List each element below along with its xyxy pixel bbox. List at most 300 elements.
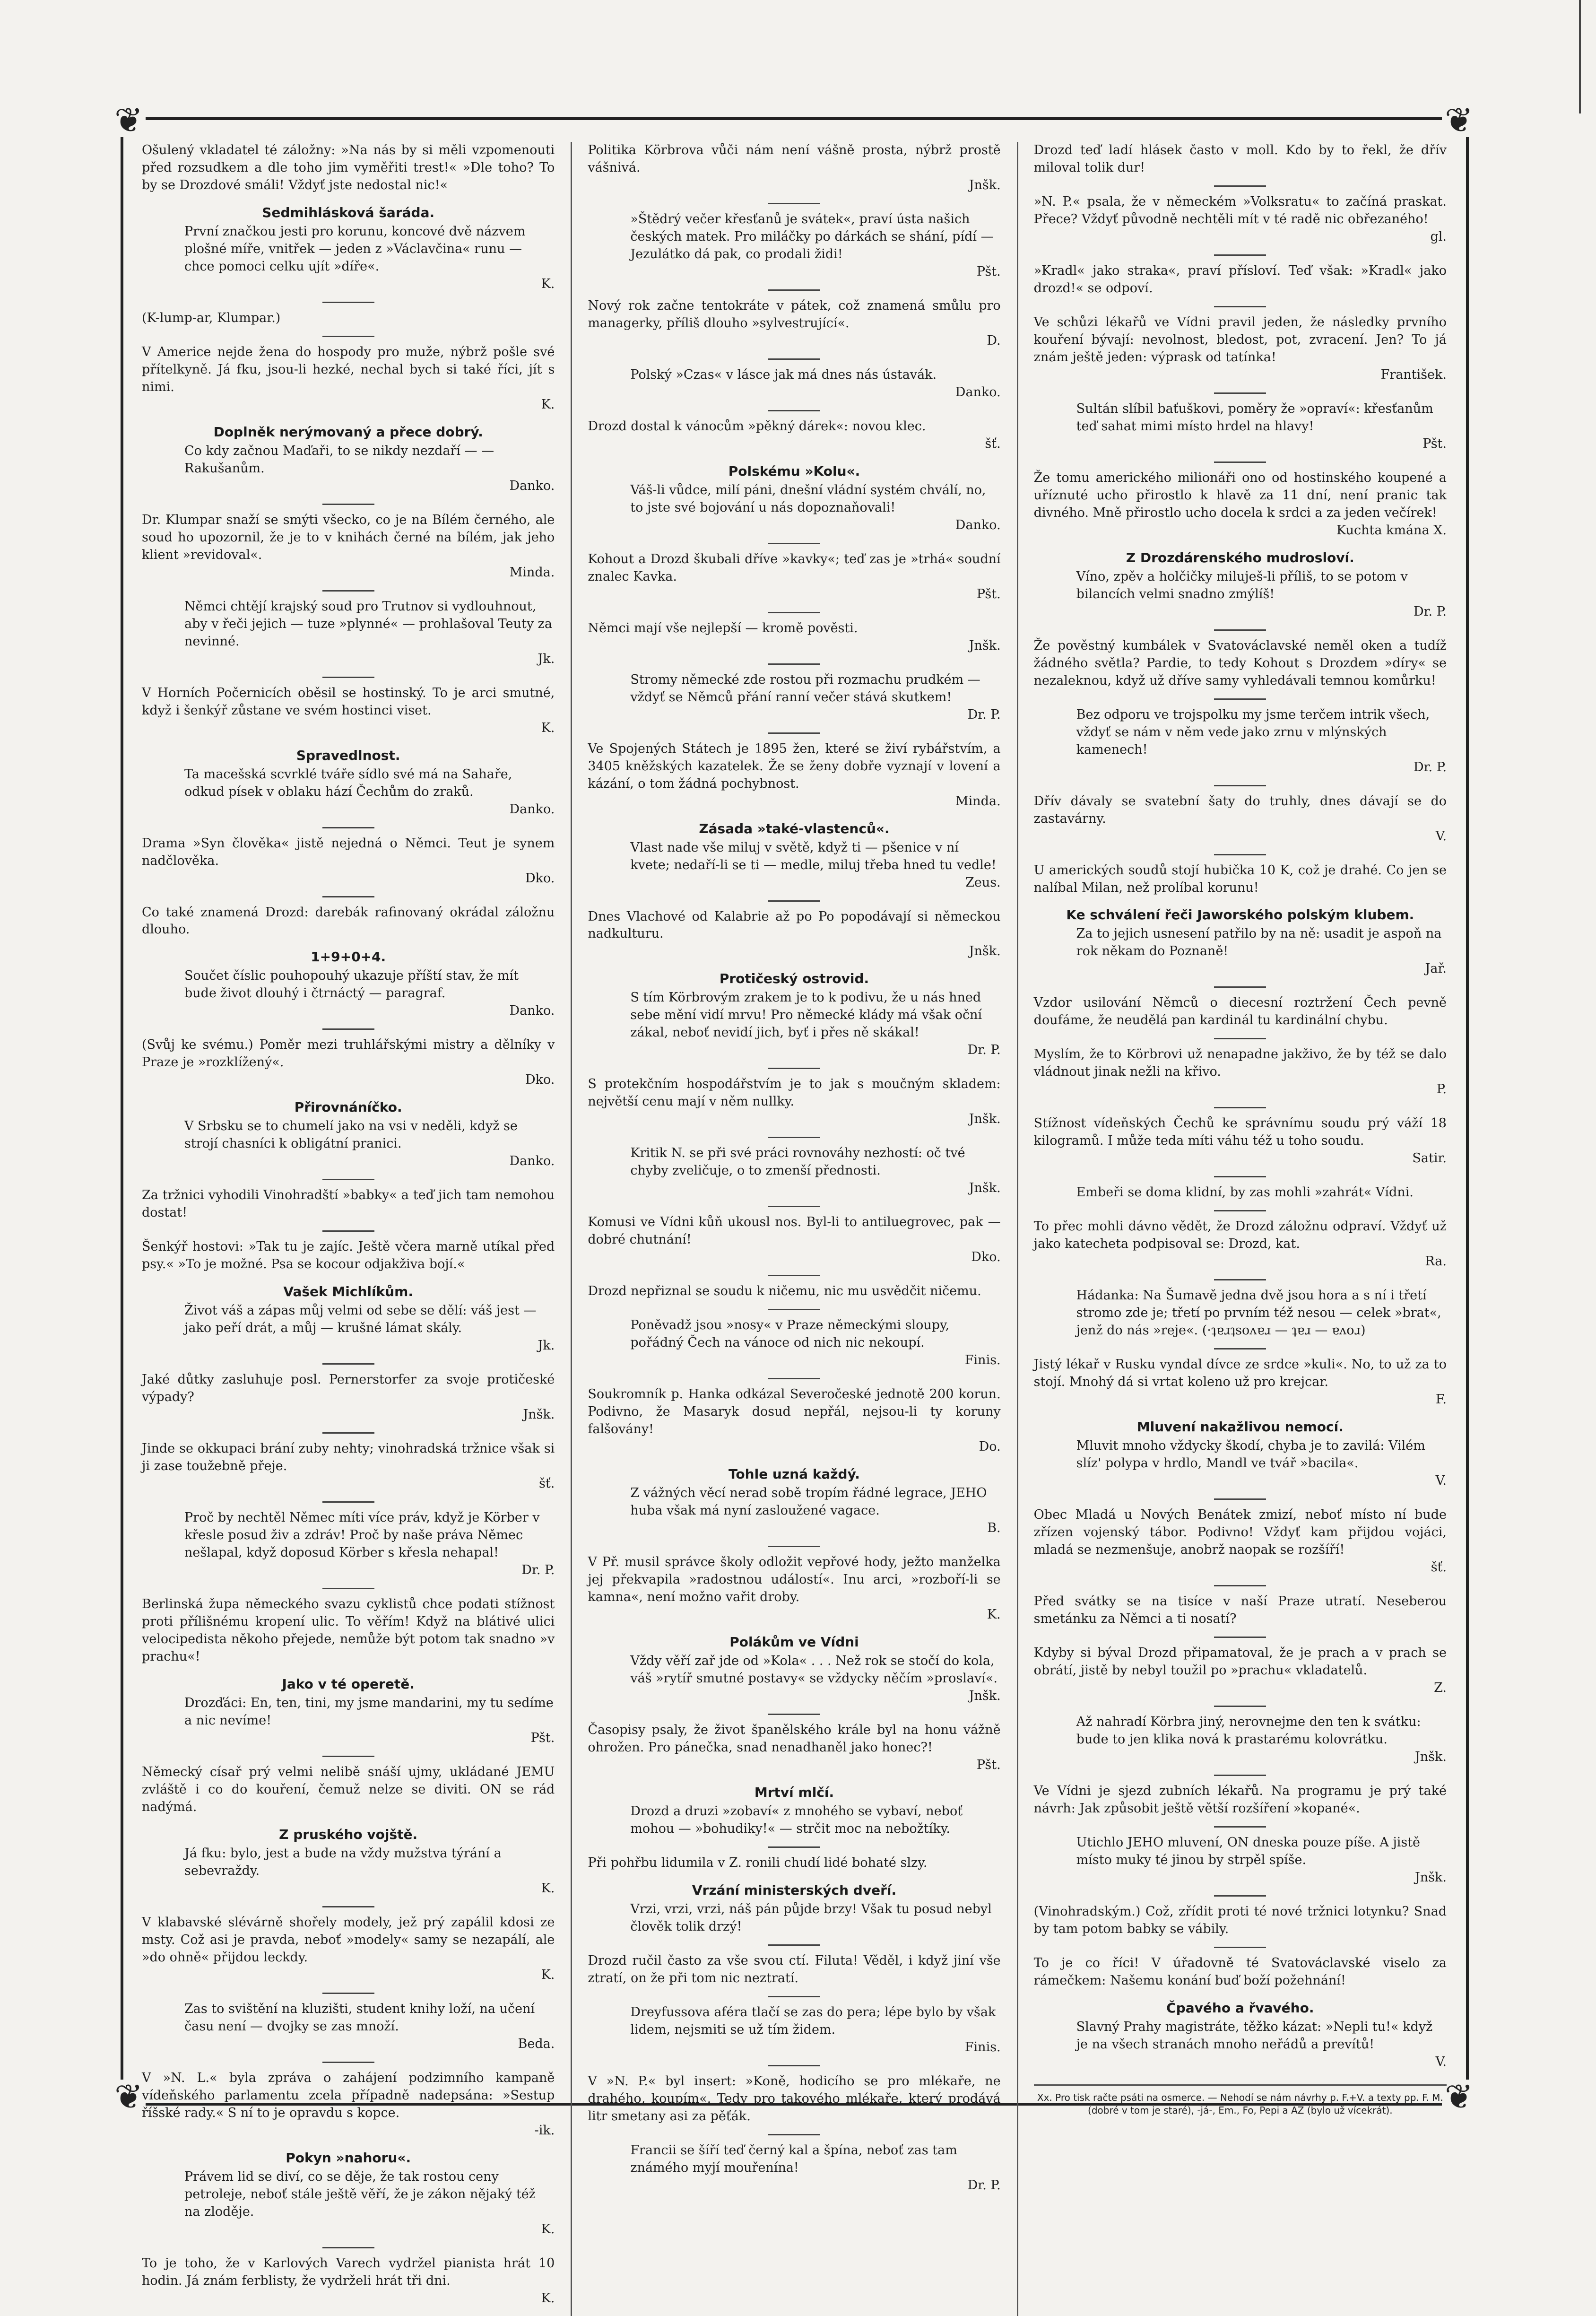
verse-item — [588, 1901, 1000, 1936]
item-separator — [768, 1275, 820, 1276]
author-signature: Pšt. — [1423, 436, 1447, 451]
item-separator — [322, 1179, 374, 1180]
item-body: Dnes Vlachové od Kalabrie až po Po popodávají si německou nadkulturu. — [588, 909, 1001, 941]
verse-item — [142, 2001, 555, 2053]
item-separator — [768, 1714, 820, 1715]
corner-ornament-icon: ❦ — [1442, 103, 1476, 137]
author-signature: Jnšk. — [969, 1181, 1001, 1196]
item-body: Vždy věří zař jde od »Kola« . . . Než rok se stočí do kola, váš »rytíř smutné postavy« se vždycky něčím »proslaví«. — [630, 1654, 998, 1686]
author-signature: Pšt. — [976, 586, 1001, 601]
item-separator — [1214, 1706, 1266, 1707]
author-signature: Dr. P. — [1413, 759, 1447, 775]
verse-item — [588, 1145, 1000, 1197]
joke-item — [142, 1764, 555, 1816]
verse-item — [588, 366, 1000, 401]
column-right — [1034, 142, 1447, 2316]
item-separator — [768, 1068, 820, 1069]
item-body: V Př. musil správce školy odložit vepřové hody, ježto manželka jej překvapila »radostnou událostí«. Inu arci, »rozboří-li se kamna«, není možno vařit droby. — [588, 1555, 1001, 1605]
column-left — [142, 142, 555, 2316]
item-body: Z vážných věcí nerad sobě tropím řádné legrace, JEHO huba však má nyní zasloužené vagace. — [630, 1486, 987, 1518]
item-separator — [1214, 1176, 1266, 1177]
item-separator — [1214, 1498, 1266, 1500]
item-body: Kdyby si býval Drozd připamatoval, že je prach a v prach se obrátí, jistě by nebyl toužil po »prachu« vkladatelů. — [1033, 1646, 1447, 1678]
joke-item — [142, 2255, 555, 2307]
section-heading: Doplněk nerýmovaný a přece dobrý. — [213, 424, 483, 440]
item-body: Berlinská župa německého svazu cyklistů chce podati stížnost proti přílišnému kropení ulic. To věřím! Když na blátivé ulici velocipedista někoho přejede, nemůže být potom tak snadno »v prachu«! — [142, 1597, 555, 1664]
joke-item — [142, 1440, 555, 1493]
item-separator — [768, 358, 820, 360]
corner-ornament-icon: ❦ — [112, 103, 146, 137]
verse-item — [588, 1485, 1000, 1537]
item-body: Dřív dávaly se svatební šaty do truhly, dnes dávají se do zastavárny. — [1033, 793, 1447, 826]
item-separator — [322, 677, 374, 678]
item-separator — [768, 289, 820, 291]
verse-item — [142, 443, 555, 495]
item-body: Časopisy psaly, že život španělského krále byl na honu vážně ohrožen. Pro pánečka, snad nenadhaněl jako honec?! — [588, 1722, 1001, 1755]
item-body: S tím Körbrovým zrakem je to k podivu, že u nás hned sebe mění vidí mrvu! Pro německé klády má však oční zákal, neboť nevidí jich, byť i přes ně skákal! — [630, 990, 982, 1040]
item-body: Utichlo JEHO mluvení, ON dneska pouze píše. A jistě místo muky té jinou by strpěl spíše. — [1076, 1835, 1421, 1867]
item-separator — [1214, 1585, 1266, 1586]
author-signature: Dr. P. — [521, 1563, 555, 1578]
item-body: Politika Körbrova vůči nám není vášně prosta, nýbrž prostě vášnivá. — [588, 143, 1001, 175]
verse-item — [142, 1302, 555, 1355]
author-signature: Finis. — [964, 1353, 1001, 1368]
item-separator — [1214, 854, 1266, 855]
item-body: Myslím, že to Körbrovi už nenapadne jakživo, že by též se dalo vládnout jinak nežli na křivo. — [1033, 1047, 1447, 1080]
author-signature: Dr. P. — [967, 1043, 1001, 1058]
item-body: Ve Vídni je sjezd zubních lékařů. Na programu je prý také návrh: Jak způsobit ještě větší rozšíření »kopané«. — [1033, 1783, 1447, 1816]
item-body: Němci mají vše nejlepší — kromě pověsti. — [588, 620, 858, 636]
item-body: Ošulený vkladatel té záložny: »Na nás by si měli vzpomenouti před rozsudkem a dle toho jim vyměřiti trest!« »Dle toho? To by se Drozdové smáli! Vždyť jste nedostal nic!« — [142, 143, 555, 192]
item-body: Za tržnici vyhodili Vinohradští »babky« a teď jich tam nemohou dostat! — [142, 1188, 555, 1220]
item-separator — [322, 1230, 374, 1232]
item-body: »Štědrý večer křesťanů je svátek«, praví ústa našich českých matek. Pro miláčky po dárkách se shání, pídí — Jezulátko dá pak, co prodali židi! — [630, 211, 994, 261]
author-signature: Jnšk. — [969, 1112, 1001, 1127]
corner-ornament-icon: ❦ — [1442, 2080, 1476, 2114]
verse-item — [588, 989, 1000, 1059]
section-heading: Z pruského vojště. — [279, 1826, 418, 1842]
section-heading: Spravedlnost. — [296, 747, 400, 763]
joke-item — [588, 1554, 1000, 1624]
joke-item — [1034, 470, 1447, 540]
item-body: V Americe nejde žena do hospody pro muže, nýbrž pošle své přítelkyně. Já fku, jsou-li hezké, nechal bych si také říci, jít s nimi. — [142, 344, 555, 394]
verse-item — [142, 598, 555, 668]
author-signature: -ik. — [534, 2123, 555, 2138]
item-separator — [1214, 1947, 1266, 1948]
author-signature: gl. — [1430, 229, 1447, 244]
verse-item — [1034, 401, 1447, 453]
joke-item — [142, 1238, 555, 1273]
item-body: (Vinohradským.) Což, zřídit proti té nové tržnici lotynku? Snad by tam potom babky se vábily. — [1033, 1904, 1447, 1936]
verse-item — [1034, 1437, 1447, 1490]
joke-item — [1034, 193, 1447, 246]
author-signature: F. — [1435, 1392, 1447, 1407]
item-body: Co kdy začnou Maďaři, to se nikdy nezdaří — — Rakušanům. — [184, 443, 494, 476]
author-signature: Danko. — [509, 1154, 555, 1169]
joke-item — [1034, 1593, 1447, 1628]
author-signature: K. — [541, 720, 555, 735]
joke-item — [1034, 994, 1447, 1029]
verse-item — [588, 482, 1000, 534]
joke-item — [1034, 142, 1447, 177]
author-signature: Dr. P. — [967, 707, 1001, 722]
item-separator — [768, 732, 820, 734]
section-heading: Polákům ve Vídni — [729, 1634, 859, 1650]
item-body: Kohout a Drozd škubali dříve »kavky«; teď zas je »trhá« soudní znalec Kavka. — [588, 551, 1001, 584]
column-middle — [588, 142, 1000, 2316]
verse-item — [1034, 1287, 1447, 1340]
joke-item — [588, 1855, 1000, 1872]
item-body: Víno, zpěv a holčičky miluješ-li příliš, to se potom v bilancích velmi snadno zmýlíš! — [1076, 569, 1408, 601]
item-body: V Horních Počernicích oběsil se hostinský. To je arci smutné, když i šenkýř zůstane ve svém hostinci viset. — [142, 685, 555, 718]
item-separator — [322, 1993, 374, 1994]
joke-item — [1034, 1356, 1447, 1409]
joke-item — [142, 835, 555, 888]
item-separator — [1214, 1279, 1266, 1280]
verse-item — [142, 967, 555, 1020]
joke-item — [142, 310, 555, 327]
author-signature: Jnšk. — [969, 944, 1001, 959]
item-body: Život váš a zápas můj velmi od sebe se dělí: váš jest — jako peří drát, a můj — krušné lámat skály. — [184, 1303, 537, 1336]
author-signature: šť. — [539, 1476, 555, 1491]
verse-item — [1034, 925, 1447, 978]
item-separator — [322, 1028, 374, 1030]
verse-item — [588, 839, 1000, 892]
joke-item — [588, 1386, 1000, 1456]
author-signature: Dr. P. — [1413, 604, 1447, 619]
item-body: Němci chtějí krajský soud pro Trutnov si vydlouhnout, aby v řeči jejich — tuze »plynné« — prohlašoval Teuty za nevinné. — [184, 599, 553, 649]
item-separator — [322, 1588, 374, 1589]
item-separator — [1214, 1637, 1266, 1638]
joke-item — [1034, 1218, 1447, 1271]
item-body: Že pověstný kumbálek v Svatováclavské neměl oken a tudíž žádného světla? Pardie, to tedy Kohout s Drozdem »díry« se nezaleknou, když už dříve samy vyhledávali temnou komůrku! — [1033, 638, 1447, 688]
item-separator — [1214, 1210, 1266, 1211]
item-body: Vrzi, vrzi, vrzi, náš pán půjde brzy! Však tu posud nebyl člověk tolik drzý! — [630, 1901, 992, 1934]
item-separator — [322, 1432, 374, 1434]
joke-item — [142, 1036, 555, 1089]
item-body: V »N. L.« byla zpráva o zahájení podzimního kampaně vídeňského parlamentu zcela případně nadepsána: »Sestup říšské rady.« S ní to je opravdu s kopce. — [142, 2070, 555, 2120]
item-body: Ve schůzi lékařů ve Vídni pravil jeden, že následky prvního kouření bývají: nevolnost, bledost, pot, zvracení. Jen? To já znám ještě jeden: výprask od tatínka! — [1033, 314, 1447, 365]
item-body: Obec Mladá u Nových Benátek zmizí, neboť místo ní bude zřízen vojenský tábor. Podivno! Vždyť kam přijdou vojáci, mladá se nezmenšuje, anobrž naopak se rozšíří! — [1033, 1507, 1447, 1558]
item-body: Při pohřbu lidumila v Z. ronili chudí lidé bohaté slzy. — [588, 1855, 928, 1870]
author-signature: V. — [1435, 828, 1447, 844]
author-signature: Jař. — [1425, 961, 1447, 976]
joke-item — [588, 1952, 1000, 1987]
item-body: Za to jejich usnesení patřilo by na ně: usadit je aspoň na rok někam do Poznaně! — [1076, 926, 1442, 959]
joke-item — [1034, 1955, 1447, 1990]
scan-edge-mark — [1579, 0, 1581, 113]
joke-item — [142, 904, 555, 939]
joke-item — [142, 1914, 555, 1984]
joke-item — [588, 1722, 1000, 1774]
item-body: Proč by nechtěl Němec míti více práv, když je Körber v křesle posud živ a zdráv! Proč by naše práva Němec nešlapal, když doposud Körber s křesla nehapal! — [184, 1510, 540, 1560]
item-body: Ta macešská scvrklé tváře sídlo své má na Sahaře, odkud písek v oblaku hází Čechům do zraků. — [184, 766, 512, 799]
item-separator — [768, 1996, 820, 1997]
item-body: Jinde se okkupaci brání zuby nehty; vinohradská tržnice však si ji zase toužebně přeje. — [142, 1441, 555, 1474]
item-separator — [1214, 785, 1266, 786]
joke-item — [588, 142, 1000, 194]
item-body: Drozd nepřiznal se soudu k ničemu, nic mu usvědčit ničemu. — [588, 1284, 981, 1299]
joke-item — [1034, 314, 1447, 384]
item-body: S protekčním hospodářstvím je to jak s moučným skladem: největší cenu mají v něm nullky. — [588, 1077, 1001, 1109]
section-heading: Protičeský ostrovid. — [719, 971, 869, 987]
author-signature: Ra. — [1425, 1254, 1447, 1269]
item-separator — [322, 2247, 374, 2248]
joke-item — [142, 685, 555, 737]
item-separator — [322, 1756, 374, 1757]
joke-item — [588, 1283, 1000, 1300]
item-body: Drozd a druzi »zobaví« z mnohého se vybaví, neboť mohou — »bohudiky!« — strčit moc na nebožtíky. — [630, 1803, 963, 1836]
item-separator — [1214, 986, 1266, 988]
item-body: Stížnost vídeňských Čechů ke správnímu soudu prý váží 18 kilogramů. I může teda míti váhu též u toho soudu. — [1033, 1116, 1447, 1149]
item-separator — [1214, 1775, 1266, 1776]
item-body: V »N. P.« byl insert: »Koně, hodicího se pro mlékaře, ne drahého, koupím«. Tedy pro takového mlékaře, který prodává litr smetany asi za pěťák. — [588, 2073, 1001, 2124]
joke-item — [1034, 1046, 1447, 1098]
verse-item — [142, 2168, 555, 2238]
author-signature: Jk. — [538, 1338, 555, 1353]
item-body: Zas to svištění na kluzišti, student knihy loží, na učení času není — dvojky se zas množí. — [184, 2001, 535, 2034]
item-separator — [768, 663, 820, 665]
author-signature: K. — [541, 2290, 555, 2306]
author-signature: Jnšk. — [969, 177, 1001, 192]
section-heading: 1+9+0+4. — [311, 949, 386, 965]
author-signature: Kuchta kmána X. — [1336, 522, 1447, 538]
verse-item — [588, 1803, 1000, 1838]
verse-item — [588, 211, 1000, 281]
verse-item — [1034, 1714, 1447, 1766]
author-signature: Beda. — [518, 2036, 555, 2051]
verse-item — [588, 2142, 1000, 2194]
item-body: První značkou jesti pro korunu, koncové dvě názvem plošné míře, vnitřek — jeden z »Václavčina« runu — chce pomoci celku ujít »díře«. — [184, 224, 526, 274]
item-body: Polský »Czas« v lásce jak má dnes nás ústavák. — [630, 367, 937, 382]
author-signature: Dr. P. — [967, 2177, 1001, 2193]
verse-item — [142, 1509, 555, 1579]
author-signature: Danko. — [509, 478, 555, 493]
section-heading: Vrzání ministerských dveří. — [692, 1882, 897, 1898]
item-body: Slavný Prahy magistráte, těžko kázat: »Nepli tu!« když je na všech stranách mnoho neřádů a prevítů! — [1076, 2019, 1433, 2052]
verse-item — [1034, 2019, 1447, 2071]
item-separator — [768, 1846, 820, 1848]
item-body: Sultán slíbil baťuškovi, poměry že »opraví«: křesťanům teď sahat mimi místo hrdel na hlavy! — [1076, 401, 1433, 434]
item-body: Součet číslic pouhopouhý ukazuje příští stav, že mít bude život dlouhý i čtrnáctý — paragraf. — [184, 968, 519, 1001]
verse-item — [1034, 568, 1447, 621]
section-heading: Ke schválení řeči Jaworského polským klubem. — [1066, 907, 1414, 923]
item-separator — [768, 1309, 820, 1310]
item-separator — [768, 2065, 820, 2066]
author-signature: K. — [541, 2221, 555, 2237]
author-signature: D. — [987, 333, 1001, 348]
item-body: Komusi ve Vídni kůň ukousl nos. Byl-li to antiluegrovec, pak — dobré chutnání! — [588, 1215, 1001, 1247]
item-separator — [322, 2062, 374, 2063]
joke-item — [142, 2070, 555, 2140]
item-body: Stromy německé zde rostou při rozmachu prudkém — vždyť se Němců přání ranní večer stává skutkem! — [630, 672, 980, 705]
author-signature: Z. — [1434, 1680, 1447, 1695]
joke-item — [1034, 637, 1447, 690]
joke-item — [588, 551, 1000, 603]
verse-item — [588, 1317, 1000, 1369]
item-body: Šenkýř hostovi: »Tak tu je zajíc. Ještě včera marně utíkal před psy.« »To je možné. Psa se kocour odjakživa bojí.« — [142, 1239, 555, 1272]
verse-item — [588, 2004, 1000, 2056]
item-body: Já fku: bylo, jest a bude na vždy mužstva týrání a sebevraždy. — [184, 1846, 502, 1878]
joke-item — [588, 1076, 1000, 1128]
joke-item — [1034, 1506, 1447, 1576]
section-heading: Mluvení nakažlivou nemocí. — [1136, 1419, 1344, 1435]
editorial-footnote: Xx. Pro tisk račte psáti na osmerce. — Nehodí se nám návrhy p. F.+V. a texty pp. F. M. (dobré v tom je staré), -já-, Em., Fo, Pepi a AZ (bylo už vícekrát). — [1034, 2084, 1447, 2117]
item-body: V Srbsku se to chumelí jako na vsi v neděli, když se strojí chasníci k obligátní pranici. — [184, 1119, 518, 1151]
section-heading: Čpavého a řvavého. — [1166, 2000, 1314, 2016]
item-separator — [322, 590, 374, 592]
item-body: (K-lump-ar, Klumpar.) — [142, 310, 281, 325]
author-signature: Pšt. — [530, 1730, 555, 1745]
author-signature: František. — [1380, 367, 1447, 382]
item-separator — [768, 1206, 820, 1207]
item-separator — [768, 1378, 820, 1379]
item-body: Kritik N. se při své práci rovnováhy nezhostí: oč tvé chyby zveličuje, o to zmenší přednosti. — [630, 1146, 965, 1178]
item-separator — [1214, 1826, 1266, 1828]
joke-item — [1034, 793, 1447, 845]
item-separator — [768, 1546, 820, 1547]
item-separator — [322, 1363, 374, 1365]
author-signature: Dko. — [525, 1072, 555, 1088]
author-signature: Danko. — [955, 517, 1001, 532]
section-heading: Sedmihlásková šaráda. — [262, 204, 435, 220]
joke-item — [1034, 1115, 1447, 1167]
author-signature: Danko. — [509, 1003, 555, 1019]
item-separator — [1214, 1038, 1266, 1039]
author-signature: Jnšk. — [969, 638, 1001, 653]
item-body: Až nahradí Körbra jiný, nerovnejme den ten k svátku: bude to jen klika nová k prastarému kolovrátku. — [1076, 1714, 1421, 1747]
item-separator — [1214, 1348, 1266, 1350]
joke-item — [1034, 1645, 1447, 1697]
author-signature: K. — [541, 397, 555, 412]
item-body: Mluvit mnoho vždycky škodí, chyba je to zavilá: Vilém slíz' polypa v hrdlo, Mandl ve tvář »bacila«. — [1076, 1438, 1425, 1471]
item-separator — [1214, 1107, 1266, 1108]
item-body: To přec mohli dávno vědět, že Drozd záložnu odpraví. Vždyť už jako katecheta podpisoval se: Drozd, kat. — [1033, 1219, 1447, 1252]
item-separator — [1214, 254, 1266, 256]
author-signature: K. — [987, 1607, 1001, 1622]
author-signature: šť. — [985, 436, 1001, 451]
joke-item — [1034, 862, 1447, 897]
author-signature: V. — [1435, 2054, 1447, 2069]
author-signature: Jk. — [538, 651, 555, 666]
author-signature: Pšt. — [976, 264, 1001, 279]
joke-item — [588, 740, 1000, 810]
item-body: Vlast nade vše miluj v světě, když ti — pšenice v ní kvete; nedaří-li se ti — medle, miluj třeba hned tu vedle! — [630, 840, 997, 872]
author-signature: Satir. — [1412, 1151, 1447, 1166]
author-signature: K. — [541, 1967, 555, 1982]
section-heading: Pokyn »nahoru«. — [286, 2150, 411, 2166]
item-separator — [768, 1137, 820, 1138]
section-heading: Vašek Michlíkům. — [283, 1284, 413, 1300]
item-separator — [1214, 461, 1266, 463]
item-body: Ve Spojených Státech je 1895 žen, které se živí rybářstvím, a 3405 kněžských kazatelek. Že se ženy dobře vyznají v lovení a kázání, o tom žádná pochybnost. — [588, 741, 1001, 791]
author-signature: K. — [541, 276, 555, 291]
item-separator — [322, 827, 374, 828]
item-separator — [768, 612, 820, 613]
author-signature: Jnšk. — [1414, 1749, 1447, 1764]
author-signature: Do. — [979, 1439, 1001, 1454]
joke-item — [142, 1187, 555, 1222]
joke-item — [142, 512, 555, 582]
item-separator — [768, 1944, 820, 1946]
author-signature: Finis. — [964, 2039, 1001, 2055]
joke-item — [142, 1371, 555, 1424]
item-separator — [322, 1501, 374, 1503]
author-signature: V. — [1435, 1473, 1447, 1489]
author-signature: Pšt. — [976, 1757, 1001, 1772]
item-body: Bez odporu ve trojspolku my jsme terčem intrik všech, vždyť se nám v něm vede jako zrnu v mlýnských kamenech! — [1076, 707, 1430, 757]
author-signature: Minda. — [509, 565, 555, 580]
item-body: Jaké důtky zasluhuje posl. Pernerstorfer za svoje protičeské výpady? — [142, 1372, 555, 1405]
author-signature: Jnšk. — [523, 1407, 555, 1422]
item-separator — [322, 504, 374, 505]
verse-item — [142, 766, 555, 818]
item-body: Hádanka: Na Šumavě jedna dvě jsou hora a s ní i třetí stromo zde je; třetí po prvním též nesou — celek »brat«, jenž do nás »reje«. (·ʇɐɹʇsoʌɐɹ — ʇɐɹ — ɐʌoɹ) — [1076, 1288, 1441, 1338]
item-body: Vzdor usilování Němců o diecesní roztržení Čech pevně doufáme, že neudělá pan kardinál tu kardinální chybu. — [1033, 995, 1447, 1028]
item-body: U amerických soudů stojí hubička 10 K, což je drahé. Co jen se nalíbal Milan, než prolíbal korunu! — [1033, 862, 1447, 895]
item-body: Německý císař prý velmi nelibě snáší ujmy, ukládané JEMU zvláště i co do kouření, čemuž nelze se diviti. ON se rád nadýmá. — [142, 1764, 555, 1814]
item-separator — [322, 1906, 374, 1907]
item-separator — [1214, 698, 1266, 700]
joke-item — [588, 297, 1000, 350]
author-signature: Minda. — [955, 793, 1001, 809]
verse-item — [142, 1695, 555, 1747]
joke-item — [1034, 262, 1447, 297]
item-body: (Svůj ke svému.) Poměr mezi truhlářskými mistry a dělníky v Praze je »rozklížený«. — [142, 1037, 555, 1070]
item-body: Co také znamená Drozd: darebák rafinovaný okrádal záložnu dlouho. — [142, 905, 555, 937]
item-body: To je toho, že v Karlových Varech vydržel pianista hrát 10 hodin. Já znám ferblisty, že vydrželi hrát tři dni. — [142, 2255, 555, 2288]
author-signature: P. — [1436, 1082, 1447, 1097]
verse-item — [588, 671, 1000, 724]
joke-item — [142, 344, 555, 414]
item-body: Právem lid se diví, co se děje, že tak rostou ceny petroleje, neboť stále ještě věří, že je zákon nějaký též na zloděje. — [184, 2169, 536, 2219]
item-body: Drozd ručil často za vše svou ctí. Filuta! Věděl, i když jiní vše ztratí, on že při tom nic neztratí. — [588, 1953, 1001, 1985]
section-heading: Přirovnáníčko. — [294, 1099, 402, 1115]
verse-item — [142, 1118, 555, 1170]
joke-item — [588, 2073, 1000, 2125]
section-heading: Polskému »Kolu«. — [728, 463, 860, 479]
joke-item — [1034, 1783, 1447, 1818]
author-signature: Dko. — [525, 871, 555, 886]
joke-item — [1034, 1903, 1447, 1938]
author-signature: Jnšk. — [1414, 1870, 1447, 1885]
item-separator — [768, 2134, 820, 2135]
verse-item — [142, 1845, 555, 1898]
section-heading: Tohle uzná každý. — [729, 1466, 860, 1482]
item-body: V klabavské slévárně shořely modely, jež prý zapálil kdosi ze msty. Což asi je pravda, neboť »modely« samy se nezapálí, ale »do ohně« přijdou leckdy. — [142, 1915, 555, 1965]
item-separator — [1214, 306, 1266, 307]
item-body: Drama »Syn člověka« jistě nejedná o Němci. Teut je synem nadčlověka. — [142, 836, 555, 868]
item-body: Drozd teď ladí hlásek často v moll. Kdo by to řekl, že dřív miloval tolik dur! — [1033, 143, 1447, 175]
item-separator — [768, 410, 820, 411]
item-body: To je co říci! V úřadovně té Svatováclavské viselo za rámečkem: Našemu konání buď boží požehnání! — [1033, 1955, 1447, 1988]
author-signature: B. — [987, 1521, 1001, 1536]
verse-item — [142, 223, 555, 293]
joke-item — [588, 620, 1000, 655]
item-separator — [322, 336, 374, 337]
verse-item — [588, 1653, 1000, 1705]
item-separator — [768, 543, 820, 544]
item-separator — [1214, 392, 1266, 394]
item-separator — [768, 203, 820, 204]
author-signature: Danko. — [509, 801, 555, 817]
joke-item — [142, 142, 555, 194]
item-separator — [322, 302, 374, 303]
item-body: »N. P.« psala, že v německém »Volksratu« to začíná praskat. Přece? Vždyť původně nechtěli mít v té radě nic obřezaného! — [1033, 194, 1447, 226]
item-body: Drozd dostal k vánocům »pěkný dárek«: novou klec. — [588, 418, 926, 434]
section-heading: Mrtví mlčí. — [754, 1784, 834, 1800]
item-body: Dreyfussova aféra tlačí se zas do pera; lépe bylo by však lidem, nejsmiti se už tím židem. — [630, 2004, 996, 2037]
